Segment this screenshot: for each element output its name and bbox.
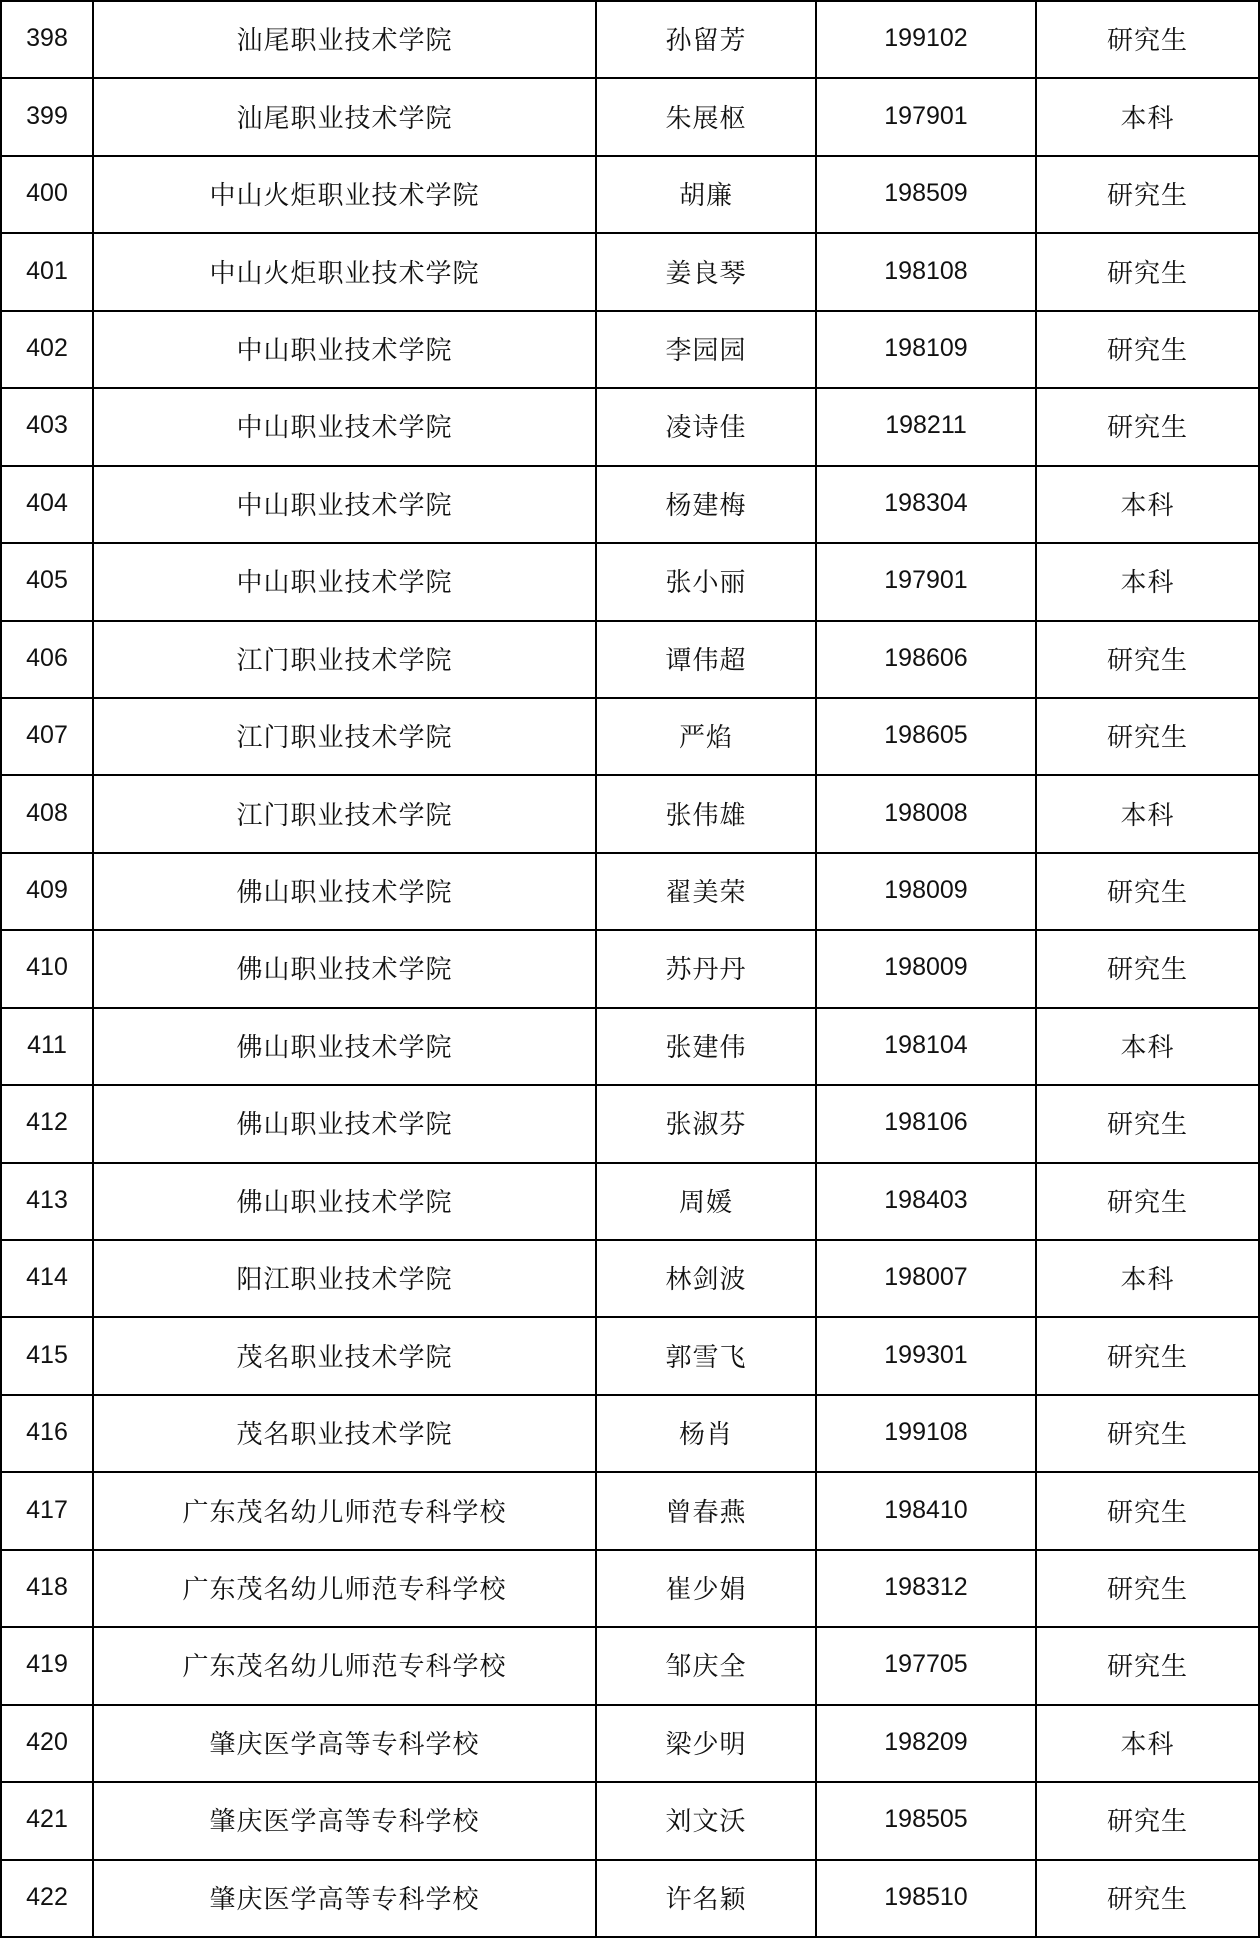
person-name-cell: 凌诗佳 <box>597 389 817 466</box>
row-number-cell: 419 <box>2 1628 94 1705</box>
person-name-cell: 张伟雄 <box>597 776 817 853</box>
birth-date-cell: 198009 <box>817 931 1037 1008</box>
person-name-cell: 李园园 <box>597 312 817 389</box>
row-number-cell: 422 <box>2 1861 94 1938</box>
row-number-cell: 420 <box>2 1706 94 1783</box>
education-cell: 研究生 <box>1037 312 1260 389</box>
row-number-cell: 416 <box>2 1396 94 1473</box>
education-cell: 研究生 <box>1037 2 1260 79</box>
birth-date-cell: 197901 <box>817 79 1037 156</box>
education-cell: 研究生 <box>1037 1164 1260 1241</box>
person-name-cell: 梁少明 <box>597 1706 817 1783</box>
education-cell: 本科 <box>1037 1241 1260 1318</box>
row-number-cell: 417 <box>2 1473 94 1550</box>
row-number-cell: 401 <box>2 234 94 311</box>
row-number-cell: 399 <box>2 79 94 156</box>
person-name-cell: 许名颖 <box>597 1861 817 1938</box>
school-cell: 中山职业技术学院 <box>94 544 597 621</box>
row-number-cell: 414 <box>2 1241 94 1318</box>
person-name-cell: 翟美荣 <box>597 854 817 931</box>
education-cell: 研究生 <box>1037 622 1260 699</box>
person-name-cell: 严焰 <box>597 699 817 776</box>
row-number-cell: 406 <box>2 622 94 699</box>
school-cell: 江门职业技术学院 <box>94 622 597 699</box>
education-cell: 研究生 <box>1037 234 1260 311</box>
person-name-cell: 杨建梅 <box>597 467 817 544</box>
row-number-cell: 421 <box>2 1783 94 1860</box>
school-cell: 肇庆医学高等专科学校 <box>94 1783 597 1860</box>
row-number-cell: 398 <box>2 2 94 79</box>
row-number-cell: 415 <box>2 1318 94 1395</box>
school-cell: 广东茂名幼儿师范专科学校 <box>94 1628 597 1705</box>
school-cell: 中山火炬职业技术学院 <box>94 157 597 234</box>
birth-date-cell: 198008 <box>817 776 1037 853</box>
person-name-cell: 苏丹丹 <box>597 931 817 1008</box>
school-cell: 茂名职业技术学院 <box>94 1318 597 1395</box>
birth-date-cell: 198410 <box>817 1473 1037 1550</box>
education-cell: 本科 <box>1037 776 1260 853</box>
person-name-cell: 刘文沃 <box>597 1783 817 1860</box>
education-cell: 研究生 <box>1037 1861 1260 1938</box>
row-number-cell: 404 <box>2 467 94 544</box>
school-cell: 中山职业技术学院 <box>94 467 597 544</box>
education-cell: 研究生 <box>1037 1628 1260 1705</box>
birth-date-cell: 199301 <box>817 1318 1037 1395</box>
school-cell: 中山火炬职业技术学院 <box>94 234 597 311</box>
education-cell: 研究生 <box>1037 931 1260 1008</box>
birth-date-cell: 198505 <box>817 1783 1037 1860</box>
birth-date-cell: 198403 <box>817 1164 1037 1241</box>
birth-date-cell: 197901 <box>817 544 1037 621</box>
school-cell: 茂名职业技术学院 <box>94 1396 597 1473</box>
birth-date-cell: 198007 <box>817 1241 1037 1318</box>
birth-date-cell: 198106 <box>817 1086 1037 1163</box>
row-number-cell: 412 <box>2 1086 94 1163</box>
person-name-cell: 张淑芬 <box>597 1086 817 1163</box>
education-cell: 研究生 <box>1037 1783 1260 1860</box>
school-cell: 佛山职业技术学院 <box>94 1086 597 1163</box>
row-number-cell: 400 <box>2 157 94 234</box>
row-number-cell: 402 <box>2 312 94 389</box>
school-cell: 广东茂名幼儿师范专科学校 <box>94 1551 597 1628</box>
birth-date-cell: 198209 <box>817 1706 1037 1783</box>
education-cell: 研究生 <box>1037 1473 1260 1550</box>
school-cell: 汕尾职业技术学院 <box>94 2 597 79</box>
row-number-cell: 411 <box>2 1009 94 1086</box>
education-cell: 本科 <box>1037 1009 1260 1086</box>
row-number-cell: 409 <box>2 854 94 931</box>
school-cell: 广东茂名幼儿师范专科学校 <box>94 1473 597 1550</box>
row-number-cell: 403 <box>2 389 94 466</box>
education-cell: 研究生 <box>1037 854 1260 931</box>
person-name-cell: 朱展枢 <box>597 79 817 156</box>
education-cell: 研究生 <box>1037 389 1260 466</box>
person-name-cell: 周媛 <box>597 1164 817 1241</box>
school-cell: 肇庆医学高等专科学校 <box>94 1706 597 1783</box>
birth-date-cell: 198108 <box>817 234 1037 311</box>
education-cell: 本科 <box>1037 544 1260 621</box>
person-name-cell: 崔少娟 <box>597 1551 817 1628</box>
person-name-cell: 谭伟超 <box>597 622 817 699</box>
education-cell: 研究生 <box>1037 699 1260 776</box>
row-number-cell: 405 <box>2 544 94 621</box>
school-cell: 江门职业技术学院 <box>94 699 597 776</box>
birth-date-cell: 198304 <box>817 467 1037 544</box>
birth-date-cell: 198312 <box>817 1551 1037 1628</box>
birth-date-cell: 198605 <box>817 699 1037 776</box>
birth-date-cell: 198009 <box>817 854 1037 931</box>
birth-date-cell: 198109 <box>817 312 1037 389</box>
education-cell: 研究生 <box>1037 1318 1260 1395</box>
education-cell: 本科 <box>1037 467 1260 544</box>
person-name-cell: 张建伟 <box>597 1009 817 1086</box>
birth-date-cell: 198510 <box>817 1861 1037 1938</box>
row-number-cell: 413 <box>2 1164 94 1241</box>
school-cell: 佛山职业技术学院 <box>94 1164 597 1241</box>
person-name-cell: 胡廉 <box>597 157 817 234</box>
school-cell: 阳江职业技术学院 <box>94 1241 597 1318</box>
school-cell: 江门职业技术学院 <box>94 776 597 853</box>
school-cell: 佛山职业技术学院 <box>94 1009 597 1086</box>
school-cell: 汕尾职业技术学院 <box>94 79 597 156</box>
row-number-cell: 418 <box>2 1551 94 1628</box>
school-cell: 中山职业技术学院 <box>94 389 597 466</box>
education-cell: 研究生 <box>1037 157 1260 234</box>
school-cell: 肇庆医学高等专科学校 <box>94 1861 597 1938</box>
birth-date-cell: 198509 <box>817 157 1037 234</box>
school-cell: 中山职业技术学院 <box>94 312 597 389</box>
person-name-cell: 杨肖 <box>597 1396 817 1473</box>
person-name-cell: 曾春燕 <box>597 1473 817 1550</box>
person-name-cell: 孙留芳 <box>597 2 817 79</box>
birth-date-cell: 199102 <box>817 2 1037 79</box>
person-name-cell: 邹庆全 <box>597 1628 817 1705</box>
person-name-cell: 张小丽 <box>597 544 817 621</box>
school-cell: 佛山职业技术学院 <box>94 931 597 1008</box>
birth-date-cell: 199108 <box>817 1396 1037 1473</box>
school-cell: 佛山职业技术学院 <box>94 854 597 931</box>
education-cell: 研究生 <box>1037 1086 1260 1163</box>
education-cell: 研究生 <box>1037 1551 1260 1628</box>
row-number-cell: 407 <box>2 699 94 776</box>
person-name-cell: 姜良琴 <box>597 234 817 311</box>
person-name-cell: 林剑波 <box>597 1241 817 1318</box>
education-cell: 研究生 <box>1037 1396 1260 1473</box>
row-number-cell: 410 <box>2 931 94 1008</box>
education-cell: 本科 <box>1037 79 1260 156</box>
birth-date-cell: 197705 <box>817 1628 1037 1705</box>
birth-date-cell: 198606 <box>817 622 1037 699</box>
row-number-cell: 408 <box>2 776 94 853</box>
birth-date-cell: 198211 <box>817 389 1037 466</box>
birth-date-cell: 198104 <box>817 1009 1037 1086</box>
person-name-cell: 郭雪飞 <box>597 1318 817 1395</box>
education-cell: 本科 <box>1037 1706 1260 1783</box>
